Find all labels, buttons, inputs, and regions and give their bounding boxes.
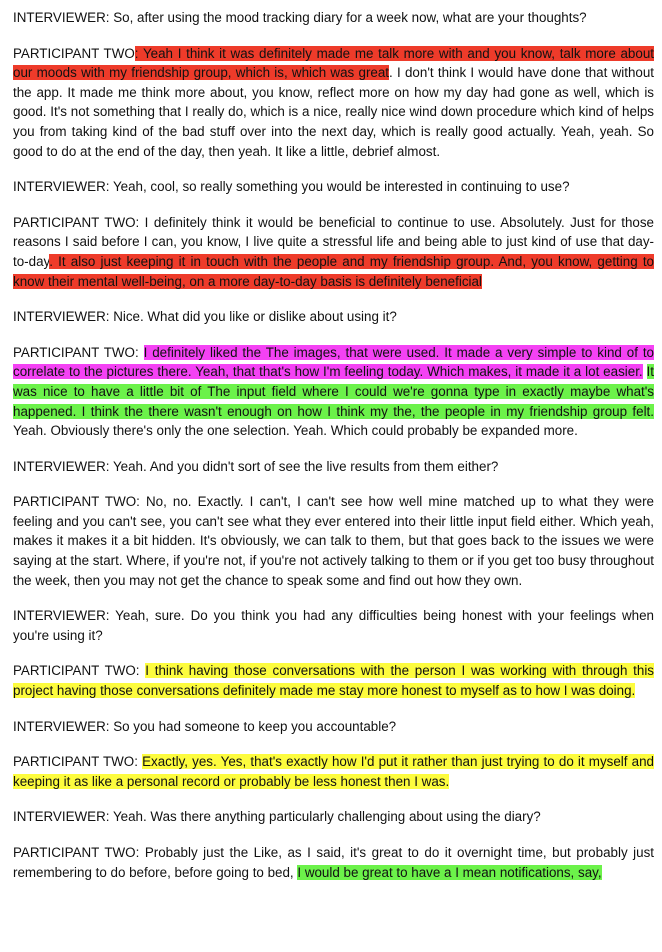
transcript-text: INTERVIEWER: So, after using the mood tracking diary for a week now, what are your thoughts? bbox=[13, 10, 587, 25]
red-highlight: : Yeah I think it was definitely made me talk more with and you know, talk more about our moods with my friendship group, which is, which was great bbox=[13, 45, 654, 81]
participant-turn bbox=[13, 213, 654, 291]
interviewer-turn bbox=[13, 457, 654, 477]
participant-turn bbox=[13, 843, 654, 882]
participant-turn bbox=[13, 343, 654, 441]
interviewer-turn bbox=[13, 307, 654, 327]
transcript-text: PARTICIPANT TWO: bbox=[13, 663, 146, 679]
interviewer-turn bbox=[13, 8, 654, 28]
interviewer-turn bbox=[13, 606, 654, 645]
participant-turn bbox=[13, 661, 654, 700]
transcript-text: INTERVIEWER: Yeah, cool, so really something you would be interested in continuing to use? bbox=[13, 179, 570, 195]
transcript-text: PARTICIPANT TWO: Probably just the Like, as I said, it's great to do it overnight time, but probably just remembering to do before, before going to bed, bbox=[13, 845, 654, 880]
transcript-text: INTERVIEWER: Yeah. Was there anything particularly challenging about using the diary? bbox=[13, 809, 541, 825]
transcript-text: PARTICIPANT TWO: No, no. Exactly. I can't, I can't see how well mine matched up to what they were feeling and you can't see, you can't see what they ever entered into their little input field either. Which yeah, makes it makes it a bit hidden. It's obviously, we can talk to them, but that goes back to the issues we were saying at the start. Where, if you're not, if you're not actively talking to them or if you get too busy throughout the week, then you may not get the chance to speak some and find out how they own. bbox=[13, 494, 654, 588]
transcript-text: INTERVIEWER: So you had someone to keep you accountable? bbox=[13, 718, 397, 734]
transcript-text bbox=[643, 364, 647, 379]
transcript-text: INTERVIEWER: Nice. What did you like or dislike about using it? bbox=[13, 309, 397, 325]
green-highlight: It was nice to have a little bit of The input field where I could we're gonna type in exactly maybe what's happened. I think the there wasn't enough on how I think my the, the people in my friendship group felt. bbox=[13, 364, 654, 419]
transcript-text: Yeah. Obviously there's only the one selection. Yeah. Which could probably be expanded more. bbox=[13, 423, 578, 439]
yellow-highlight: Exactly, yes. Yes, that's exactly how I'd put it rather than just trying to do it myself and keeping it as like a personal record or probably be less honest then I was. bbox=[13, 754, 654, 789]
participant-turn bbox=[13, 44, 654, 162]
transcript-text: INTERVIEWER: Yeah. And you didn't sort of see the live results from them either? bbox=[13, 458, 499, 474]
interviewer-turn bbox=[13, 807, 654, 827]
red-highlight: . It also just keeping it in touch with the people and my friendship group. And, you know, getting to know their mental well-being, on a more day-to-day basis is definitely beneficial bbox=[13, 253, 654, 289]
transcript-text: PARTICIPANT TWO: bbox=[13, 754, 143, 770]
participant-turn bbox=[13, 492, 654, 590]
transcript-text: INTERVIEWER: Yeah, sure. Do you think you had any difficulties being honest with your feelings when you're using it? bbox=[13, 608, 654, 643]
transcript-text: PARTICIPANT TWO: bbox=[13, 344, 144, 360]
transcript-text: PARTICIPANT TWO: I definitely think it would be beneficial to continue to use. Absolutely. Just for those reasons I said before I can, you know, I live quite a stressful life and being able to just kind of use that day-to-day bbox=[13, 214, 654, 269]
participant-turn bbox=[13, 752, 654, 791]
magenta-highlight: I definitely liked the The images, that were used. It made a very simple to kind of to correlate to the pictures there. Yeah, that that's how I'm feeling today. Which makes, it made it a lot easier. bbox=[13, 344, 655, 380]
transcript-text: . I don't think I would have done that without the app. It made me think more about, you know, reflect more on how my day had gone as well, which is good. It's not something that I really do, which is a nice, really nice wind down procedure which kind of helps you from taking kind of the bad stuff over into the next day, which is really good actually. Yeah, yeah. So good to do at the end of the day, then yeah. It like a little, debrief almost. bbox=[13, 65, 655, 159]
interviewer-turn bbox=[13, 177, 654, 197]
interviewer-turn bbox=[13, 717, 654, 737]
yellow-highlight: I think having those conversations with the person I was working with through this project having those conversations definitely made me stay more honest to myself as to how I was doing. bbox=[13, 663, 654, 699]
transcript-text: PARTICIPANT TWO bbox=[13, 45, 135, 61]
green-highlight: I would be great to have a I mean notifications, say, bbox=[297, 864, 602, 880]
